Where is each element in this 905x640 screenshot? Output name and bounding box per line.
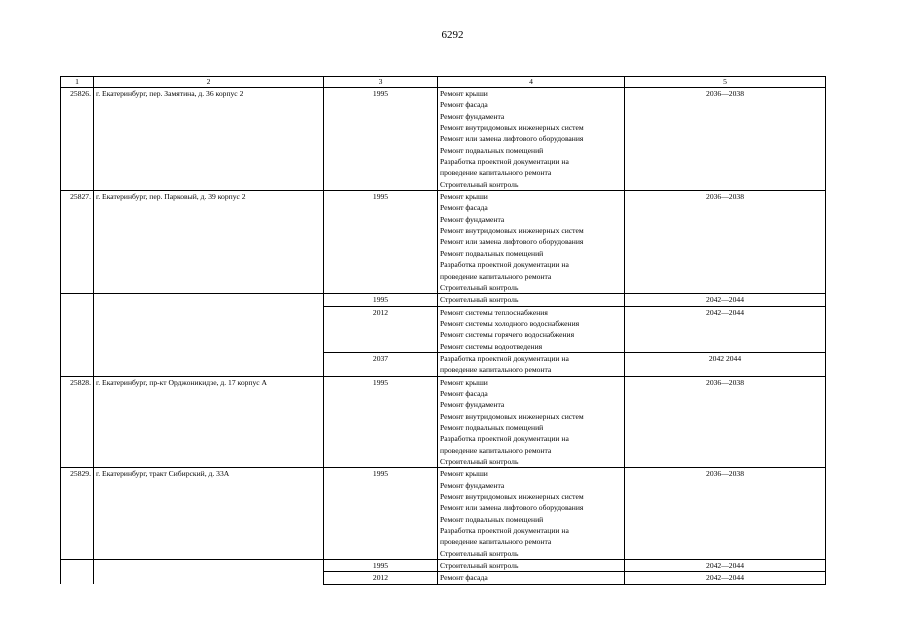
row-works bbox=[438, 468, 625, 560]
work-item: Ремонт подвальных помещений bbox=[440, 145, 544, 155]
column-header-1: 1 bbox=[61, 77, 94, 88]
row-address bbox=[94, 306, 324, 352]
table-row bbox=[61, 191, 826, 294]
row-number: 25827. bbox=[61, 191, 94, 294]
row-year: 1995 bbox=[324, 376, 438, 468]
row-year: 2037 bbox=[324, 352, 438, 376]
row-works bbox=[438, 306, 625, 352]
table-row bbox=[61, 294, 826, 306]
work-item: Ремонт внутридомовых инженерных систем bbox=[440, 123, 584, 133]
row-address: г. Екатеринбург, пер. Замятина, д. 36 корпус 2 bbox=[94, 88, 324, 191]
work-item: Строительный контроль bbox=[440, 548, 519, 558]
row-period: 2042 2044 bbox=[625, 352, 826, 376]
row-works bbox=[438, 88, 625, 191]
work-item: Ремонт фасада bbox=[440, 203, 488, 213]
row-address bbox=[94, 560, 324, 572]
row-address: г. Екатеринбург, пер. Парковый, д. 39 корпус 2 bbox=[94, 191, 324, 294]
work-item: Ремонт внутридомовых инженерных систем bbox=[440, 226, 584, 236]
work-item: Ремонт фундамента bbox=[440, 400, 505, 410]
row-year: 2012 bbox=[324, 306, 438, 352]
row-address bbox=[94, 352, 324, 376]
row-period: 2036—2038 bbox=[625, 468, 826, 560]
row-works bbox=[438, 294, 625, 306]
work-item: Ремонт системы водоотведения bbox=[440, 341, 543, 351]
row-year: 1995 bbox=[324, 294, 438, 306]
work-item: Строительный контроль bbox=[440, 561, 519, 571]
work-item: Ремонт системы теплоснабжения bbox=[440, 307, 548, 317]
row-works bbox=[438, 191, 625, 294]
table-row bbox=[61, 306, 826, 352]
row-period: 2036—2038 bbox=[625, 376, 826, 468]
work-item: Разработка проектной документации на bbox=[440, 157, 569, 167]
work-item: Ремонт подвальных помещений bbox=[440, 248, 544, 258]
work-item: Ремонт внутридомовых инженерных систем bbox=[440, 492, 584, 502]
table-row bbox=[61, 468, 826, 560]
row-period: 2042—2044 bbox=[625, 294, 826, 306]
row-period: 2042—2044 bbox=[625, 306, 826, 352]
work-item: проведение капитального ремонта bbox=[440, 537, 552, 547]
table-row bbox=[61, 376, 826, 468]
column-header-5: 5 bbox=[625, 77, 826, 88]
row-number bbox=[61, 306, 94, 352]
work-item: Строительный контроль bbox=[440, 179, 519, 189]
work-item: Ремонт фундамента bbox=[440, 111, 505, 121]
row-period: 2042—2044 bbox=[625, 560, 826, 572]
row-number bbox=[61, 572, 94, 584]
row-year: 1995 bbox=[324, 560, 438, 572]
work-item: Ремонт подвальных помещений bbox=[440, 514, 544, 524]
work-item: Разработка проектной документации на bbox=[440, 434, 569, 444]
work-item: Ремонт крыши bbox=[440, 377, 488, 387]
row-year: 2012 bbox=[324, 572, 438, 584]
work-item: проведение капитального ремонта bbox=[440, 168, 552, 178]
column-header-3: 3 bbox=[324, 77, 438, 88]
row-number bbox=[61, 352, 94, 376]
work-item: проведение капитального ремонта bbox=[440, 365, 552, 375]
work-item: Ремонт фундамента bbox=[440, 480, 505, 490]
row-address: г. Екатеринбург, тракт Сибирский, д. 33А bbox=[94, 468, 324, 560]
work-item: Ремонт или замена лифтового оборудования bbox=[440, 503, 584, 513]
work-item: Ремонт системы холодного водоснабжения bbox=[440, 318, 580, 328]
work-item: Строительный контроль bbox=[440, 282, 519, 292]
row-number: 25829. bbox=[61, 468, 94, 560]
row-number bbox=[61, 294, 94, 306]
row-year: 1995 bbox=[324, 468, 438, 560]
column-header-4: 4 bbox=[438, 77, 625, 88]
work-item: Ремонт фундамента bbox=[440, 214, 505, 224]
row-address bbox=[94, 572, 324, 584]
work-item: Строительный контроль bbox=[440, 295, 519, 305]
work-item: Ремонт крыши bbox=[440, 469, 488, 479]
capital-repair-table bbox=[60, 76, 826, 585]
row-works bbox=[438, 376, 625, 468]
work-item: Ремонт фасада bbox=[440, 573, 488, 583]
row-address bbox=[94, 294, 324, 306]
work-item: Разработка проектной документации на bbox=[440, 526, 569, 536]
work-item: проведение капитального ремонта bbox=[440, 445, 552, 455]
table-row bbox=[61, 88, 826, 191]
work-item: Ремонт подвальных помещений bbox=[440, 422, 544, 432]
work-item: Ремонт крыши bbox=[440, 89, 488, 98]
row-works bbox=[438, 352, 625, 376]
table-row bbox=[61, 572, 826, 584]
work-item: Ремонт или замена лифтового оборудования bbox=[440, 237, 584, 247]
row-year: 1995 bbox=[324, 88, 438, 191]
column-header-2: 2 bbox=[94, 77, 324, 88]
work-item: Ремонт крыши bbox=[440, 192, 488, 202]
table-row bbox=[61, 352, 826, 376]
work-item: Ремонт системы горячего водоснабжения bbox=[440, 330, 575, 340]
work-item: Ремонт или замена лифтового оборудования bbox=[440, 134, 584, 144]
row-works bbox=[438, 560, 625, 572]
work-item: Ремонт фасада bbox=[440, 100, 488, 110]
row-period: 2036—2038 bbox=[625, 88, 826, 191]
row-number: 25828. bbox=[61, 376, 94, 468]
row-number: 25826. bbox=[61, 88, 94, 191]
row-works bbox=[438, 572, 625, 584]
work-item: Ремонт фасада bbox=[440, 388, 488, 398]
row-period: 2042—2044 bbox=[625, 572, 826, 584]
row-year: 1995 bbox=[324, 191, 438, 294]
row-number bbox=[61, 560, 94, 572]
work-item: Разработка проектной документации на bbox=[440, 260, 569, 270]
work-item: Ремонт внутридомовых инженерных систем bbox=[440, 411, 584, 421]
row-address: г. Екатеринбург, пр-кт Орджоникидзе, д. 17 корпус А bbox=[94, 376, 324, 468]
work-item: Разработка проектной документации на bbox=[440, 353, 569, 363]
table-row bbox=[61, 560, 826, 572]
row-period: 2036—2038 bbox=[625, 191, 826, 294]
table-body bbox=[61, 88, 826, 585]
page-number: 6292 bbox=[441, 29, 464, 41]
work-item: Строительный контроль bbox=[440, 457, 519, 466]
header-row bbox=[61, 77, 826, 88]
work-item: проведение капитального ремонта bbox=[440, 271, 552, 281]
